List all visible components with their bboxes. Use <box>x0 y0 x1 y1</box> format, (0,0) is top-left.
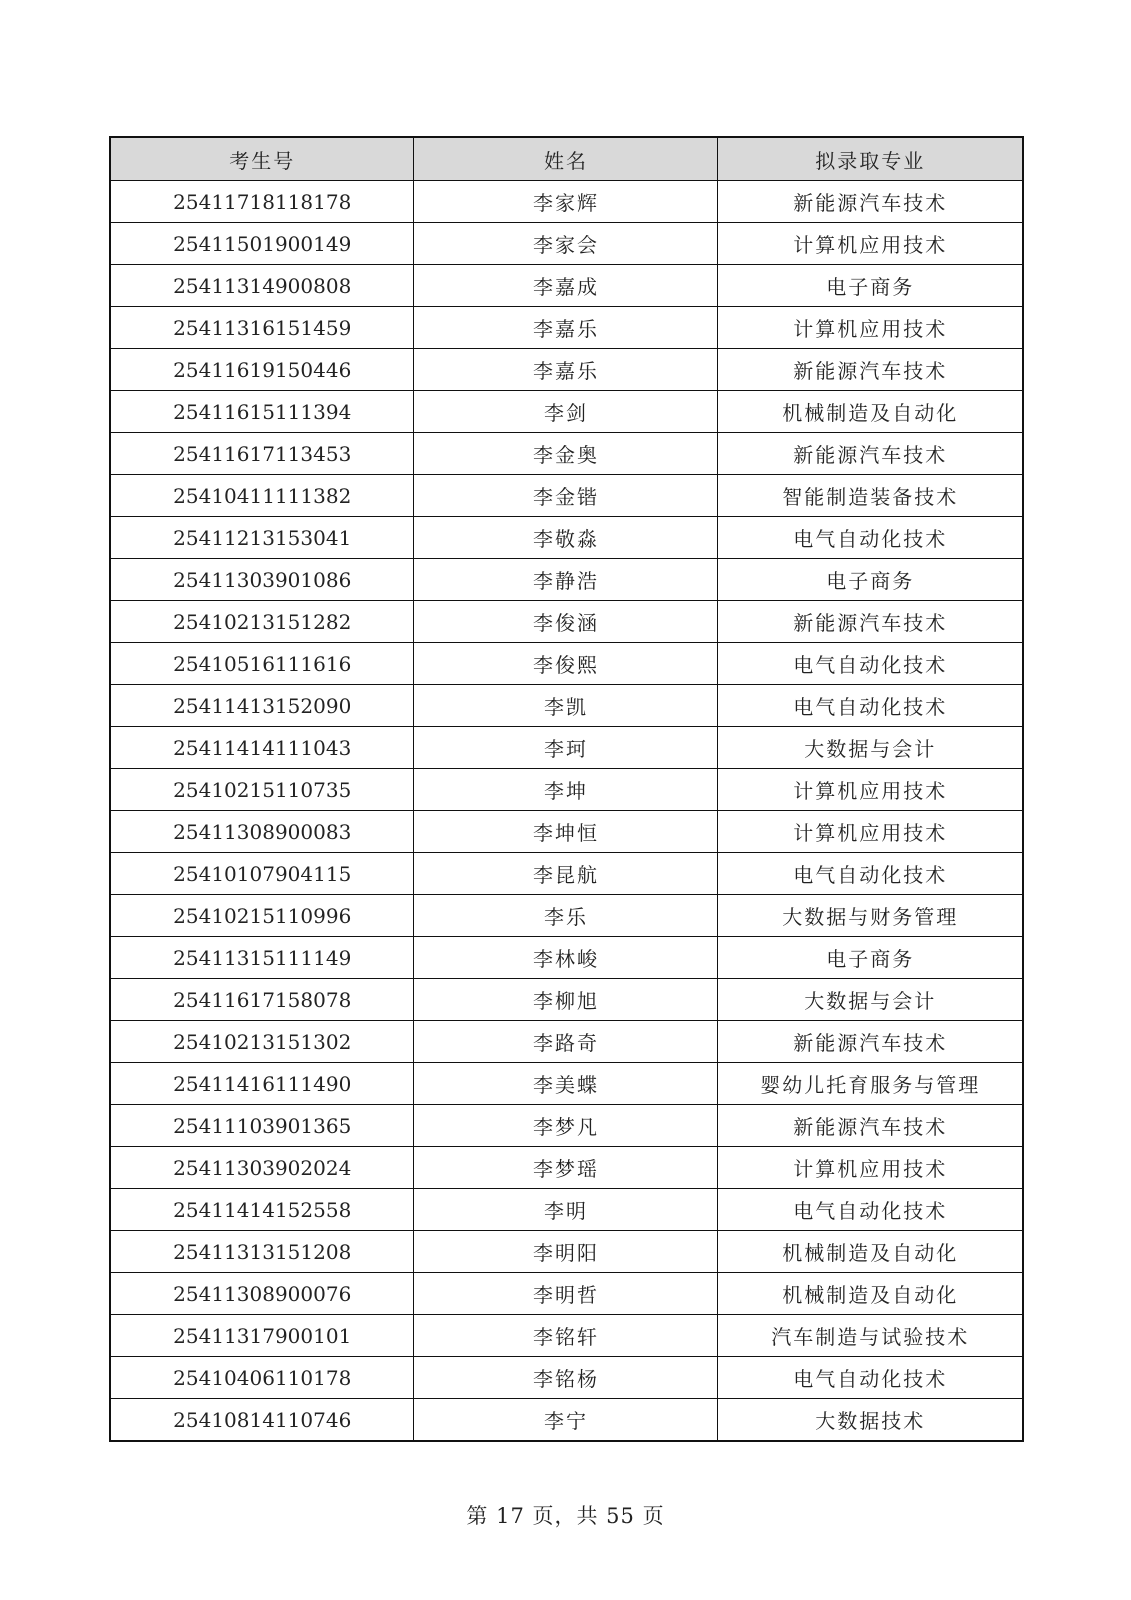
cell-exam-number: 25411316151459 <box>110 307 414 349</box>
cell-exam-number: 25411308900083 <box>110 811 414 853</box>
cell-major: 大数据技术 <box>718 1399 1023 1442</box>
table-row <box>110 1189 1023 1231</box>
cell-major: 机械制造及自动化 <box>718 1231 1023 1273</box>
cell-exam-number: 25410215110996 <box>110 895 414 937</box>
table-row <box>110 853 1023 895</box>
cell-exam-number: 25411501900149 <box>110 223 414 265</box>
cell-name: 李路奇 <box>414 1021 718 1063</box>
cell-exam-number: 25411615111394 <box>110 391 414 433</box>
cell-major: 大数据与会计 <box>718 979 1023 1021</box>
cell-exam-number: 25411617113453 <box>110 433 414 475</box>
cell-exam-number: 25410215110735 <box>110 769 414 811</box>
cell-major: 大数据与会计 <box>718 727 1023 769</box>
cell-name: 李梦凡 <box>414 1105 718 1147</box>
cell-major: 计算机应用技术 <box>718 811 1023 853</box>
table-row <box>110 433 1023 475</box>
cell-name: 李金奥 <box>414 433 718 475</box>
cell-major: 电子商务 <box>718 265 1023 307</box>
cell-exam-number: 25411718118178 <box>110 181 414 223</box>
table-row <box>110 601 1023 643</box>
cell-exam-number: 25411317900101 <box>110 1315 414 1357</box>
cell-major: 计算机应用技术 <box>718 307 1023 349</box>
cell-major: 新能源汽车技术 <box>718 181 1023 223</box>
cell-exam-number: 25411617158078 <box>110 979 414 1021</box>
cell-exam-number: 25411414152558 <box>110 1189 414 1231</box>
cell-name: 李柳旭 <box>414 979 718 1021</box>
table-row <box>110 685 1023 727</box>
cell-exam-number: 25410213151302 <box>110 1021 414 1063</box>
cell-name: 李美蝶 <box>414 1063 718 1105</box>
cell-exam-number: 25410516111616 <box>110 643 414 685</box>
table-row <box>110 937 1023 979</box>
table-row <box>110 1231 1023 1273</box>
table-header-row <box>110 137 1023 181</box>
cell-major: 电气自动化技术 <box>718 517 1023 559</box>
table-row <box>110 1105 1023 1147</box>
cell-name: 李宁 <box>414 1399 718 1442</box>
table-row <box>110 349 1023 391</box>
table-row <box>110 559 1023 601</box>
cell-exam-number: 25411303901086 <box>110 559 414 601</box>
cell-exam-number: 25411303902024 <box>110 1147 414 1189</box>
cell-exam-number: 25410213151282 <box>110 601 414 643</box>
cell-exam-number: 25410814110746 <box>110 1399 414 1442</box>
cell-exam-number: 25411414111043 <box>110 727 414 769</box>
cell-name: 李梦瑶 <box>414 1147 718 1189</box>
cell-major: 汽车制造与试验技术 <box>718 1315 1023 1357</box>
table-row <box>110 1063 1023 1105</box>
table-row <box>110 1021 1023 1063</box>
table-row <box>110 307 1023 349</box>
cell-exam-number: 25411103901365 <box>110 1105 414 1147</box>
cell-exam-number: 25411308900076 <box>110 1273 414 1315</box>
cell-major: 电气自动化技术 <box>718 853 1023 895</box>
cell-major: 智能制造装备技术 <box>718 475 1023 517</box>
table-row <box>110 895 1023 937</box>
table-row <box>110 1399 1023 1442</box>
cell-major: 计算机应用技术 <box>718 769 1023 811</box>
cell-name: 李林峻 <box>414 937 718 979</box>
cell-name: 李昆航 <box>414 853 718 895</box>
cell-exam-number: 25410107904115 <box>110 853 414 895</box>
cell-exam-number: 25411213153041 <box>110 517 414 559</box>
cell-name: 李俊熙 <box>414 643 718 685</box>
cell-major: 计算机应用技术 <box>718 223 1023 265</box>
page-footer: 第 17 页，共 55 页 <box>466 1504 665 1528</box>
table-row <box>110 811 1023 853</box>
cell-major: 新能源汽车技术 <box>718 1021 1023 1063</box>
table-row <box>110 643 1023 685</box>
cell-major: 电气自动化技术 <box>718 1357 1023 1399</box>
table-row <box>110 979 1023 1021</box>
table-row <box>110 1273 1023 1315</box>
cell-name: 李剑 <box>414 391 718 433</box>
cell-name: 李家会 <box>414 223 718 265</box>
table-row <box>110 1147 1023 1189</box>
cell-exam-number: 25411619150446 <box>110 349 414 391</box>
cell-major: 电气自动化技术 <box>718 685 1023 727</box>
cell-name: 李敬淼 <box>414 517 718 559</box>
cell-major: 新能源汽车技术 <box>718 1105 1023 1147</box>
cell-exam-number: 25411413152090 <box>110 685 414 727</box>
table-row <box>110 475 1023 517</box>
cell-major: 婴幼儿托育服务与管理 <box>718 1063 1023 1105</box>
cell-name: 李金锴 <box>414 475 718 517</box>
header-name: 姓名 <box>414 137 718 181</box>
cell-exam-number: 25410411111382 <box>110 475 414 517</box>
admission-table <box>109 136 1024 1442</box>
cell-name: 李嘉乐 <box>414 307 718 349</box>
cell-major: 大数据与财务管理 <box>718 895 1023 937</box>
table-row <box>110 517 1023 559</box>
cell-major: 新能源汽车技术 <box>718 433 1023 475</box>
cell-name: 李明 <box>414 1189 718 1231</box>
cell-major: 新能源汽车技术 <box>718 349 1023 391</box>
cell-exam-number: 25411314900808 <box>110 265 414 307</box>
cell-major: 机械制造及自动化 <box>718 1273 1023 1315</box>
cell-major: 机械制造及自动化 <box>718 391 1023 433</box>
cell-name: 李嘉乐 <box>414 349 718 391</box>
cell-exam-number: 25411416111490 <box>110 1063 414 1105</box>
header-major: 拟录取专业 <box>718 137 1023 181</box>
cell-major: 电子商务 <box>718 559 1023 601</box>
cell-name: 李家辉 <box>414 181 718 223</box>
cell-name: 李坤 <box>414 769 718 811</box>
table-row <box>110 727 1023 769</box>
table-row <box>110 1357 1023 1399</box>
header-exam-number: 考生号 <box>110 137 414 181</box>
cell-name: 李静浩 <box>414 559 718 601</box>
cell-name: 李铭轩 <box>414 1315 718 1357</box>
table-row <box>110 223 1023 265</box>
cell-major: 新能源汽车技术 <box>718 601 1023 643</box>
table-row <box>110 181 1023 223</box>
cell-name: 李铭杨 <box>414 1357 718 1399</box>
cell-major: 电子商务 <box>718 937 1023 979</box>
cell-major: 电气自动化技术 <box>718 643 1023 685</box>
cell-name: 李珂 <box>414 727 718 769</box>
cell-exam-number: 25411313151208 <box>110 1231 414 1273</box>
cell-exam-number: 25410406110178 <box>110 1357 414 1399</box>
cell-major: 电气自动化技术 <box>718 1189 1023 1231</box>
cell-name: 李坤恒 <box>414 811 718 853</box>
table-row <box>110 265 1023 307</box>
table-row <box>110 391 1023 433</box>
table-row <box>110 769 1023 811</box>
cell-name: 李凯 <box>414 685 718 727</box>
cell-name: 李明哲 <box>414 1273 718 1315</box>
cell-name: 李俊涵 <box>414 601 718 643</box>
cell-name: 李明阳 <box>414 1231 718 1273</box>
cell-exam-number: 25411315111149 <box>110 937 414 979</box>
cell-major: 计算机应用技术 <box>718 1147 1023 1189</box>
cell-name: 李嘉成 <box>414 265 718 307</box>
cell-name: 李乐 <box>414 895 718 937</box>
table-row <box>110 1315 1023 1357</box>
